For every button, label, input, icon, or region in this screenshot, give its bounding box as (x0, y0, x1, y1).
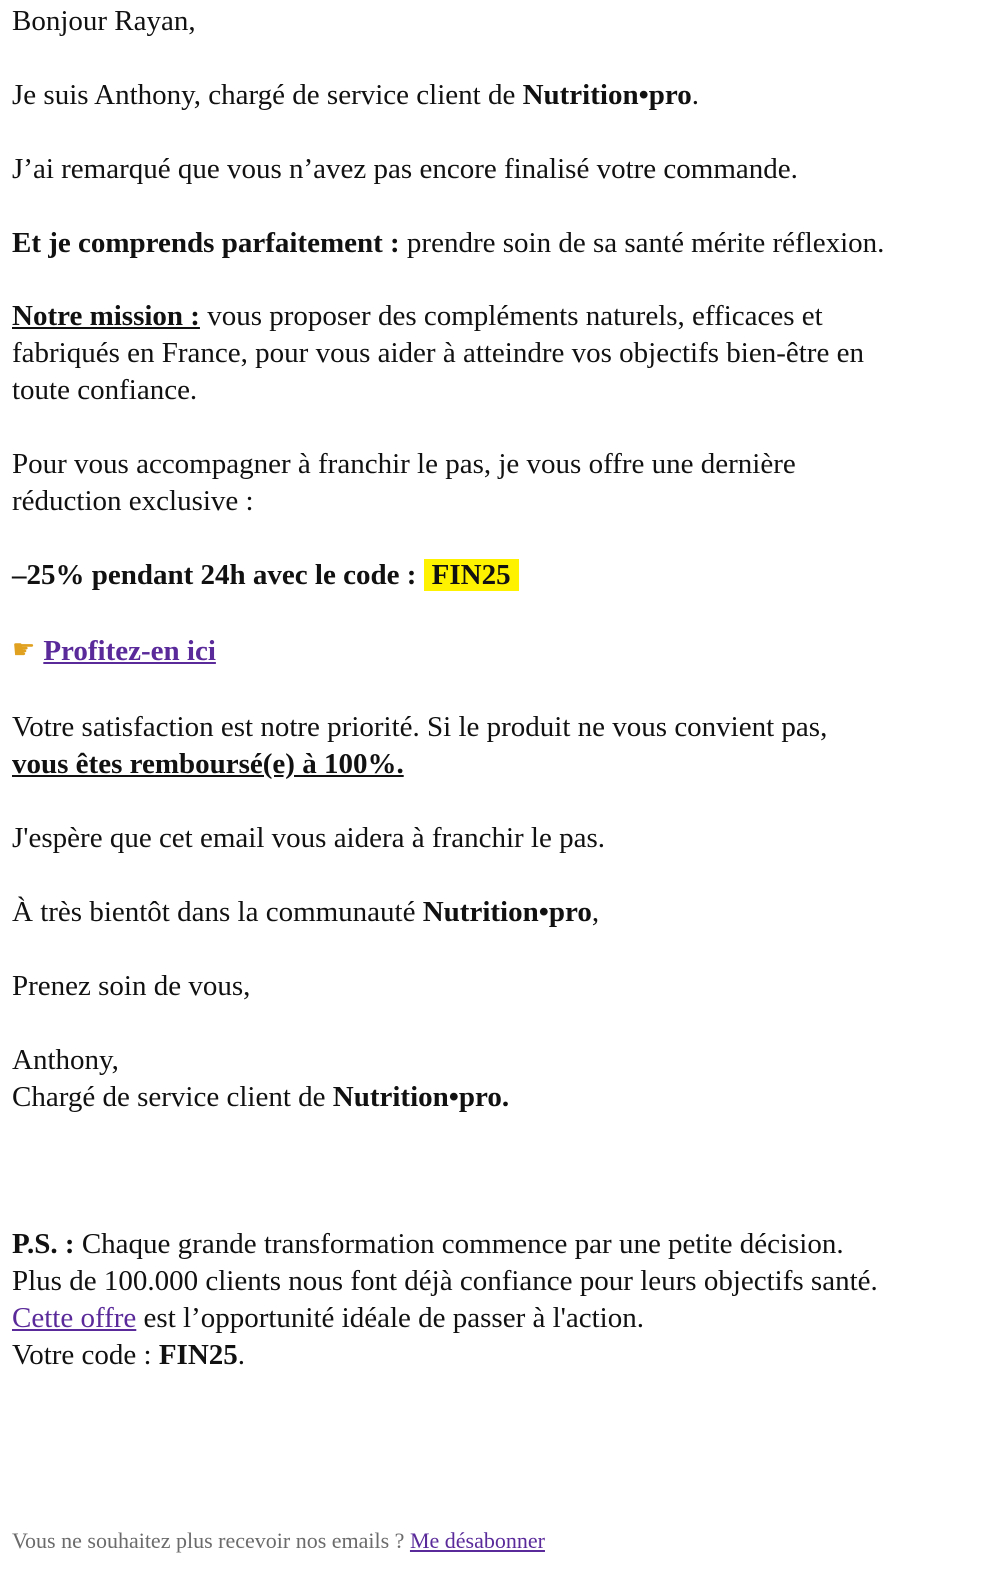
mission-line1-text: vous proposer des compléments naturels, efficaces et (199, 300, 823, 332)
intro-text: Je suis Anthony, chargé de service client de (12, 79, 523, 111)
intro-paragraph (12, 77, 699, 114)
cta-paragraph (12, 633, 216, 670)
unsubscribe-link[interactable]: Me désabonner (409, 1528, 545, 1553)
brand-name: Nutrition•pro (522, 79, 692, 111)
ps-line3-text: est l’opportunité idéale de passer à l'action. (136, 1302, 644, 1334)
brand-name: Nutrition•pro. (332, 1081, 510, 1113)
signature (12, 1042, 509, 1116)
mission-line-3: toute confiance. (12, 374, 198, 406)
satisfaction-line-2 (12, 746, 827, 783)
understand-paragraph (12, 225, 884, 262)
refund-guarantee: vous êtes remboursé(e) à 100%. (12, 748, 404, 780)
mission-bold: Notre mission : (12, 300, 200, 332)
noticed-paragraph: J’ai remarqué que vous n’avez pas encore finalisé votre commande. (12, 153, 798, 185)
ps-line-2: Plus de 100.000 clients nous font déjà confiance pour leurs objectifs santé. (12, 1265, 878, 1297)
ps-paragraph (12, 1226, 878, 1374)
community-text: À très bientôt dans la communauté (12, 896, 423, 928)
signature-title (12, 1079, 509, 1116)
cta-label: Profitez-en ici (43, 635, 216, 667)
footer (12, 1526, 545, 1556)
offer-paragraph (12, 557, 519, 594)
mission-line-2: fabriqués en France, pour vous aider à atteindre vos objectifs bien-être en (12, 337, 864, 369)
mission-paragraph (12, 298, 864, 409)
ps-label: P.S. : (12, 1228, 75, 1260)
promo-code: FIN25 (424, 559, 519, 591)
ps-line-4 (12, 1337, 878, 1374)
ps-code-end: . (237, 1339, 246, 1371)
offer-intro-line-1: Pour vous accompagner à franchir le pas, je vous offre une dernière (12, 448, 796, 480)
offer-intro-paragraph (12, 446, 796, 520)
satisfaction-line-1: Votre satisfaction est notre priorité. Si le produit ne vous convient pas, (12, 711, 828, 743)
cta-link[interactable] (43, 635, 216, 667)
community-end: , (591, 896, 600, 928)
ps-line-3 (12, 1300, 878, 1337)
mission-line-1 (12, 298, 864, 335)
signature-title-text: Chargé de service client de (12, 1081, 333, 1113)
brand-name: Nutrition•pro (422, 896, 592, 928)
ps-line-1 (12, 1226, 878, 1263)
pointing-hand-icon: ☛ (12, 635, 36, 664)
take-care-paragraph: Prenez soin de vous, (12, 970, 251, 1002)
offer-link[interactable]: Cette offre (12, 1302, 137, 1334)
offer-intro-line-2: réduction exclusive : (12, 485, 254, 517)
satisfaction-paragraph (12, 709, 827, 783)
understand-bold: Et je comprends parfaitement : (12, 227, 400, 259)
community-paragraph (12, 894, 599, 931)
ps-code-label: Votre code : (12, 1339, 159, 1371)
offer-text: –25% pendant 24h avec le code : (12, 559, 417, 591)
intro-end: . (691, 79, 699, 111)
ps-line1-text: Chaque grande transformation commence par une petite décision. (74, 1228, 844, 1260)
footer-text: Vous ne souhaitez plus recevoir nos emails ? (12, 1528, 410, 1553)
hope-paragraph: J'espère que cet email vous aidera à franchir le pas. (12, 822, 605, 854)
understand-text: prendre soin de sa santé mérite réflexion. (399, 227, 885, 259)
greeting: Bonjour Rayan, (12, 5, 196, 37)
signature-name: Anthony, (12, 1044, 119, 1076)
ps-code: FIN25 (158, 1339, 238, 1371)
